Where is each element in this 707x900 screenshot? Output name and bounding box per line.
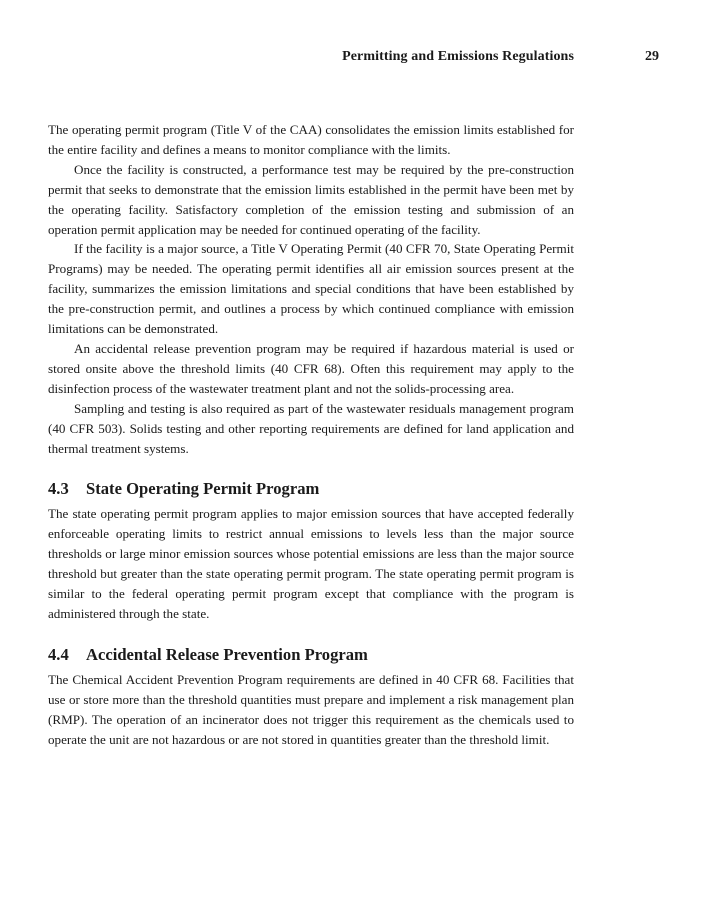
section-number: 4.3 [48,479,69,499]
section-title: Accidental Release Prevention Program [86,644,368,664]
paragraph-title-v-overview: The operating permit program (Title V of the CAA) consolidates the emission limits established for the entire facility and defines a means to monitor compliance with the limits. [48,122,574,157]
paragraph-state-operating-permit: The state operating permit program applies to major emission sources that have accepted federally enforceable operating limits to restrict annual emissions to levels less than the major source thresholds or large minor emission sources whose potential emissions are less than the major source threshold but greater than the state operating permit program. The state operating permit program is similar to the federal operating permit program except that compliance with the program is administered through the state. [48,506,574,621]
page-body [48,120,574,749]
paragraph-sampling-testing: Sampling and testing is also required as part of the wastewater residuals management program (40 CFR 503). Solids testing and other reporting requirements are defined for land application and thermal treatment systems. [48,400,574,456]
section-heading-4-4 [48,644,574,666]
running-title: Permitting and Emissions Regulations [342,49,574,64]
section-heading-4-3 [48,478,574,500]
page-number: 29 [645,49,659,64]
running-header [48,49,659,69]
section-title: State Operating Permit Program [86,479,320,499]
paragraph-accidental-release-program: The Chemical Accident Prevention Program requirements are defined in 40 CFR 68. Facilities that use or store more than the threshold quantities must prepare and implement a risk management plan (RMP). The operation of an incinerator does not trigger this requirement as the chemicals used to operate the unit are not hazardous or are not stored in quantities greater than the threshold limit. [48,671,574,747]
paragraph-accidental-release: An accidental release prevention program may be required if hazardous material is used or stored onsite above the threshold limits (40 CFR 68). Often this requirement may apply to the disinfection process of the wastewater treatment plant and not the solids-processing area. [48,340,574,396]
section-number: 4.4 [48,644,69,664]
paragraph-major-source: If the facility is a major source, a Title V Operating Permit (40 CFR 70, State Operating Permit Programs) may be needed. The operating permit identifies all air emission sources present at the facility, summarizes the emission limitations and special conditions that have been established by the pre-construction permit, and outlines a process by which continued compliance with emission limitations can be demonstrated. [48,241,574,337]
paragraph-performance-test: Once the facility is constructed, a performance test may be required by the pre-construction permit that seeks to demonstrate that the emission limits established in the permit have been met by the operating facility. Satisfactory completion of the emission testing and submission of an operation permit application may be needed for continued operating of the facility. [48,161,574,237]
